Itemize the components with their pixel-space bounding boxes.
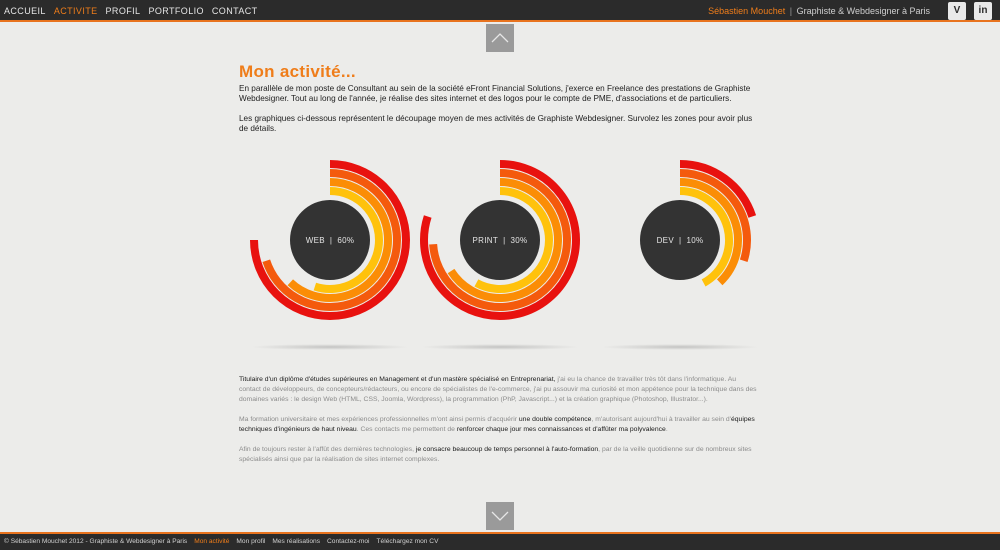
donut-dev-label: [595, 155, 765, 325]
footer: [0, 532, 1000, 550]
donut-web-name: WEB: [305, 235, 325, 245]
donut-web-sep: |: [329, 235, 333, 245]
details-text-span: , par de la veille quotidienne sur de nombreux sites spécialisés ainsi que par la réalisation de sites internet complexes.: [239, 446, 752, 463]
nav-activite[interactable]: ACTIVITE: [53, 6, 98, 16]
donut-dev-sep: |: [679, 235, 682, 245]
linkedin-icon[interactable]: in: [974, 2, 992, 20]
scroll-down-button[interactable]: [486, 502, 514, 530]
footer-link-profil[interactable]: Mon profil: [236, 538, 266, 545]
intro-paragraph-1: En parallèle de mon poste de Consultant au sein de la société eFront Financial Solutions, j'exerce en Freelance des prestations de Graphiste Webdesigner. Tout au long de l'année, je réalise des sites internet et des logos pour le compte de PME, d'associations et de particuliers.: [239, 84, 751, 103]
donut-print-shadow: [420, 344, 580, 350]
chevron-down-icon: [486, 502, 514, 530]
footer-link-contact[interactable]: Contactez-moi: [327, 538, 370, 545]
details-text-span: . Ces contacts me permettent de: [356, 426, 457, 433]
details-text: [239, 375, 759, 465]
details-highlight: renforcer chaque jour mes connaissances et d'affûter ma polyvalence: [456, 426, 666, 433]
details-text-span: , m'autorisant aujourd'hui à travailler au sein d': [591, 416, 731, 423]
details-text-span: .: [665, 426, 668, 433]
details-highlight: une double compétence: [518, 416, 592, 423]
details-text-span: Ma formation universitaire et mes expériences professionnelles m'ont ainsi permis d'acquérir: [239, 416, 519, 423]
details-highlight: équipes techniques d'ingénieurs de haut niveau: [239, 416, 755, 433]
vimeo-icon[interactable]: V: [948, 2, 966, 20]
footer-copyright: © Sébastien Mouchet 2012 - Graphiste & Webdesigner à Paris: [4, 538, 188, 545]
donut-web-percent: 60%: [337, 235, 355, 245]
nav-accueil[interactable]: ACCUEIL: [4, 6, 46, 16]
donut-print[interactable]: [415, 155, 585, 325]
donut-web-label: [245, 155, 415, 325]
details-paragraph-2: [239, 415, 759, 435]
footer-link-realisations[interactable]: Mes réalisations: [272, 538, 321, 545]
brand-tagline: Graphiste & Webdesigner à Paris: [796, 6, 930, 16]
footer-link-activite[interactable]: Mon activité: [194, 538, 230, 545]
donut-print-sep: |: [503, 235, 506, 245]
brand-separator: |: [789, 6, 793, 16]
scroll-up-button[interactable]: [486, 24, 514, 52]
top-bar: [0, 0, 1000, 22]
donut-dev[interactable]: [595, 155, 765, 325]
page-title: Mon activité...: [239, 62, 356, 81]
nav-portfolio[interactable]: PORTFOLIO: [148, 6, 204, 16]
nav-profil[interactable]: PROFIL: [105, 6, 141, 16]
donut-print-label: [415, 155, 585, 325]
intro-paragraph-2: Les graphiques ci-dessous représentent le découpage moyen de mes activités de Graphiste Webdesigner. Survolez les zones pour avoir plus de détails.: [239, 114, 753, 133]
chevron-up-icon: [486, 24, 514, 52]
donut-dev-percent: 10%: [686, 235, 704, 245]
donut-dev-name: DEV: [656, 235, 674, 245]
donut-dev-shadow: [600, 344, 760, 350]
donut-print-name: PRINT: [472, 235, 499, 245]
intro-text: [239, 84, 759, 134]
details-text-span: Afin de toujours rester à l'affût des dernières technologies,: [239, 446, 416, 453]
details-paragraph-3: [239, 445, 759, 465]
donut-web[interactable]: [245, 155, 415, 325]
footer-link-cv[interactable]: Téléchargez mon CV: [376, 538, 439, 545]
activity-section: [239, 62, 759, 134]
details-highlight: Titulaire d'un diplôme d'études supérieures en Management et d'un mastère spécialisé en Entreprenariat,: [239, 376, 556, 383]
donut-web-shadow: [250, 344, 410, 350]
details-highlight: je consacre beaucoup de temps personnel à l'auto-formation: [415, 446, 599, 453]
donut-print-percent: 30%: [510, 235, 528, 245]
details-paragraph-1: [239, 375, 759, 405]
details-text-span: j'ai eu la chance de travailler très tôt dans l'informatique. Au contact de développeurs, de concepteurs/rédacteurs, ou encore de spécialistes de l'e-commerce, j'ai pu assouvir ma curiosité et mon appétence pour la technique dans des domaines variés : le design Web (HTML, CSS, Joomla, Wordpress), la programmation (PhP, Javascript...) et la création graphique (Photoshop, Illustrator...).: [239, 376, 757, 403]
nav-contact[interactable]: CONTACT: [211, 6, 258, 16]
site-brand: [708, 0, 930, 22]
brand-name: Sébastien Mouchet: [708, 6, 786, 16]
main-nav: [4, 0, 266, 22]
